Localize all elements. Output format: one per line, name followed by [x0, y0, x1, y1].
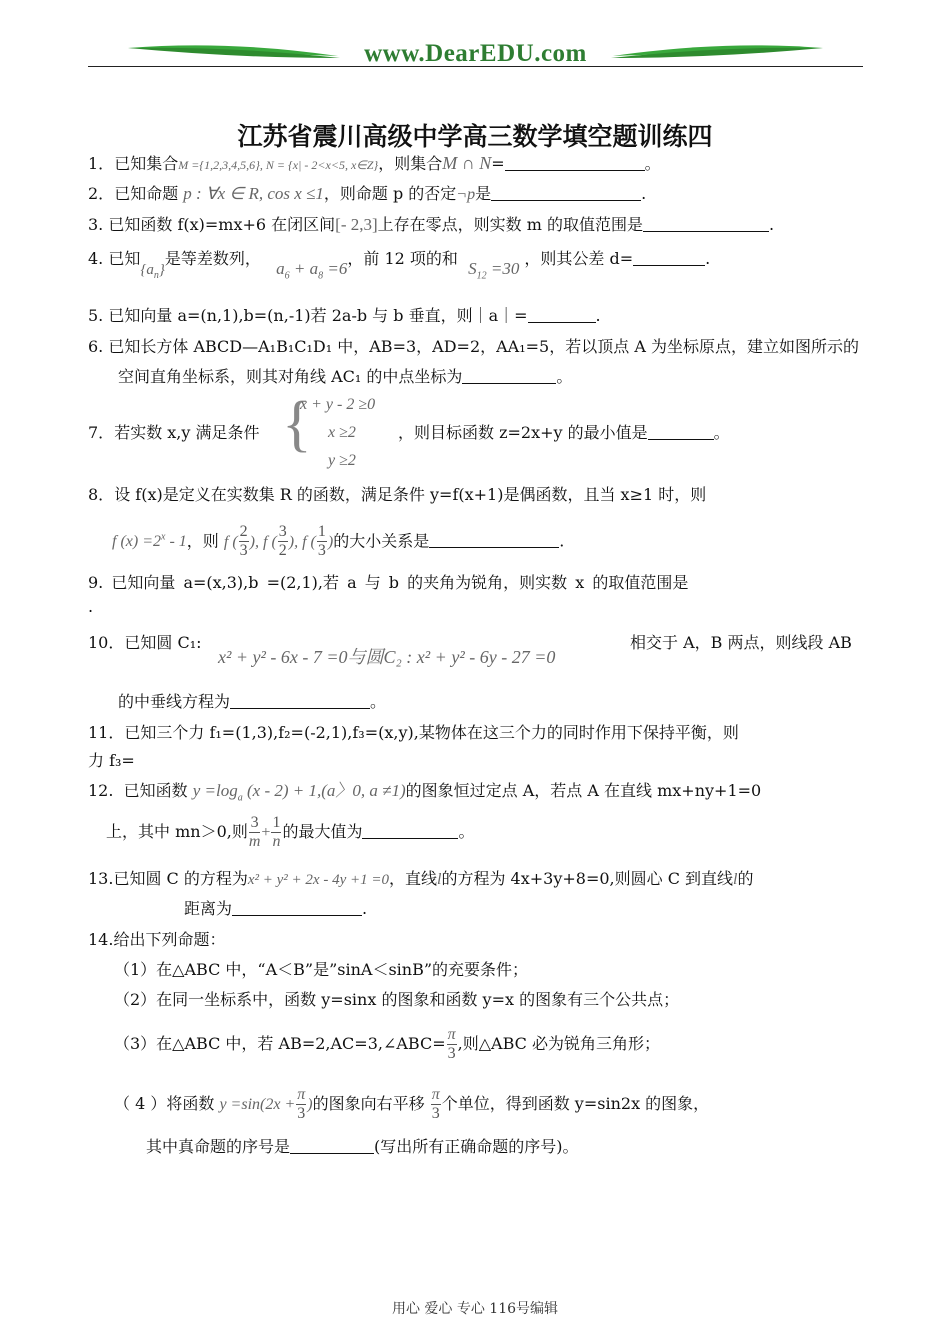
question-number: 7． [88, 423, 115, 442]
question-number: 3. [88, 215, 104, 234]
question-4: 4. 已知$\{a_n\}$是等差数列， $a_6 + a_8 =6$，前 12 项的和 $S_{12} =30$ ，则其公差 d= . [88, 249, 711, 282]
fraction: $\frac{3}{2}$ [278, 523, 287, 560]
proposition-4: （ 4 ）将函数 y =sin(2x + $\frac{\pi}{3}$ )的图象向右平移 $\frac{\pi}{3}$ 个单位，得到函数 y=sin2x 的图象， [114, 1086, 710, 1122]
left-brace-icon: { [282, 390, 312, 458]
math-expression: M ={1,2,3,4,5,6}, N = {x| - 2<x<5, x∈Z} [178, 158, 379, 172]
answer-blank [232, 899, 362, 916]
page-footer: 用心 爱心 专心 116号编辑 [391, 1301, 559, 1317]
math-expression: $S_{12} =30$ [468, 259, 520, 282]
question-11: 11．已知三个力 f₁=(1,3),f₂=(-2,1),f₃=(x,y),某物体在这三个力的同时作用下保持平衡，则 [88, 723, 739, 742]
question-number: 11． [88, 723, 125, 742]
question-10-tail: 相交于 A，B 两点，则线段 AB [630, 633, 852, 652]
answer-blank [633, 249, 705, 266]
question-number: 1． [88, 154, 115, 173]
question-13-line-2: 距离为 . [184, 899, 368, 918]
answer-blank [290, 1137, 374, 1154]
answer-blank [505, 154, 645, 171]
question-8: 8．设 f(x)是定义在实数集 R 的函数，满足条件 y=f(x+1)是偶函数，且当 x≥1 时，则 [88, 485, 707, 504]
question-number: 13. [88, 869, 114, 888]
question-3: 3. 已知函数 f(x)=mx+6 在闭区间[- 2,3]上存在零点，则实数 m 的取值范围是 . [88, 215, 775, 234]
question-number: 10． [88, 633, 125, 652]
question-5: 5. 已知向量 a=(n,1),b=(n,-1)若 2a-b 与 b 垂直，则｜a｜= . [88, 306, 601, 325]
answer-blank [491, 184, 641, 201]
question-14-conclusion: 其中真命题的序号是 (写出所有正确命题的序号)。 [146, 1137, 579, 1156]
question-number: 12. [88, 781, 114, 800]
question-6-line-2: 空间直角坐标系，则其对角线 AC₁ 的中点坐标为 。 [118, 367, 573, 386]
math-expression: x² + y² + 2x - 4y +1 =0 [247, 872, 389, 888]
math-expression: ¬p [456, 186, 476, 203]
fraction: $\frac{\pi}{3}$ [431, 1086, 440, 1122]
question-2: 2．已知命题 p : ∀x ∈ R, cos x ≤1，则命题 p 的否定¬p是 . [88, 184, 647, 203]
math-expression: M ∩ N [442, 153, 492, 173]
math-expression: p : ∀x ∈ R, cos x ≤1 [183, 184, 324, 203]
proposition-2: （2）在同一坐标系中，函数 y=sinx 的图象和函数 y=x 的图象有三个公共点； [114, 990, 680, 1009]
math-expression: x² + y² - 6x - 7 =0与圆C₂ : x² + y² - 6y - 27 =0 [218, 647, 556, 667]
question-6: 6. 已知长方体 ABCD—A₁B₁C₁D₁ 中，AB=3，AD=2，AA₁=5，若以顶点 A 为坐标原点，建立如图所示的 [88, 337, 859, 356]
question-11-line-2: 力 f₃= [88, 751, 135, 770]
fraction: $\frac{\pi}{3}$ [297, 1086, 306, 1122]
fraction: $\frac{2}{3}$ [239, 523, 248, 560]
question-number: 6. [88, 337, 104, 356]
question-number: 2． [88, 184, 115, 203]
question-number: 9. [88, 573, 104, 592]
fraction: $\frac{\pi}{3}$ [447, 1026, 456, 1062]
answer-blank [362, 822, 458, 839]
question-13: 13.已知圆 C 的方程为x² + y² + 2x - 4y +1 =0，直线l的方程为 4x+3y+8=0,则圆心 C 到直线l的 [88, 869, 754, 888]
question-number: 14. [88, 930, 114, 949]
math-expression: $a_6 + a_8 =6$ [276, 259, 348, 282]
page-title: 江苏省震川高级中学高三数学填空题训练四 [237, 122, 713, 151]
proposition-1: （1）在△ABC 中，“A＜B”是”sinA＜sinB”的充要条件； [114, 960, 529, 979]
question-9: 9. 已知向量 a=(x,3),b =(2,1),若 a 与 b 的夹角为锐角，则实数 x 的取值范围是 [88, 573, 689, 592]
math-expression: [- 2,3] [335, 215, 378, 234]
question-12-line-2: 上，其中 mn＞0,则 $\frac{3}{m}$ + $\frac{1}{n}$ 的最大值为 。 [106, 814, 475, 850]
fraction: $\frac{1}{3}$ [317, 523, 326, 560]
question-8-line-2: f $(x) =2^x - 1$，则 f ( $\frac{2}{3}$ ), f ( $\frac{3}{2}$ ), f ( $\frac{1}{3}$ )的大小关系是 . [112, 523, 565, 560]
site-logo-text: www.DearEDU.com [364, 40, 587, 67]
question-number: 4. [88, 249, 104, 268]
math-expression: $y =\log_a$ (x - 2) + 1,(a〉0, a ≠1) [192, 781, 406, 804]
answer-blank [528, 306, 596, 323]
math-expression: f $(x) =2^x - 1$ [112, 532, 187, 551]
proposition-3: （3）在△ABC 中，若 AB=2,AC=3,∠ABC= $\frac{\pi}{3}$ ,则△ABC 必为锐角三角形； [114, 1026, 660, 1062]
math-expression: $\{a_n\}$ [140, 262, 165, 281]
question-9-line-2: . [88, 597, 94, 616]
question-1: 1．已知集合M ={1,2,3,4,5,6}, N = {x| - 2<x<5, x∈Z}，则集合M ∩ N= 。 [88, 153, 661, 173]
answer-blank [648, 423, 714, 440]
fraction: $\frac{1}{n}$ [272, 814, 281, 850]
answer-blank [429, 531, 559, 548]
question-14: 14.给出下列命题： [88, 930, 226, 949]
constraint-system: { x + y - 2 ≥0 x ≥2 y ≥2 [288, 392, 398, 474]
answer-blank [230, 692, 370, 709]
question-10: 10．已知圆 C₁: [88, 633, 202, 652]
question-7-tail: ，则目标函数 z=2x+y 的最小值是 。 [398, 423, 730, 442]
question-number: 8． [88, 485, 115, 504]
question-7: 7．若实数 x,y 满足条件 [88, 423, 260, 442]
question-10-line-2: 的中垂线方程为 。 [118, 692, 387, 711]
fraction: $\frac{3}{m}$ [248, 814, 261, 850]
question-number: 5. [88, 306, 104, 325]
answer-blank [462, 367, 556, 384]
question-12: 12. 已知函数 $y =\log_a$ (x - 2) + 1,(a〉0, a ≠1)的图象恒过定点 A，若点 A 在直线 mx+ny+1=0 [88, 781, 762, 804]
answer-blank [643, 215, 769, 232]
